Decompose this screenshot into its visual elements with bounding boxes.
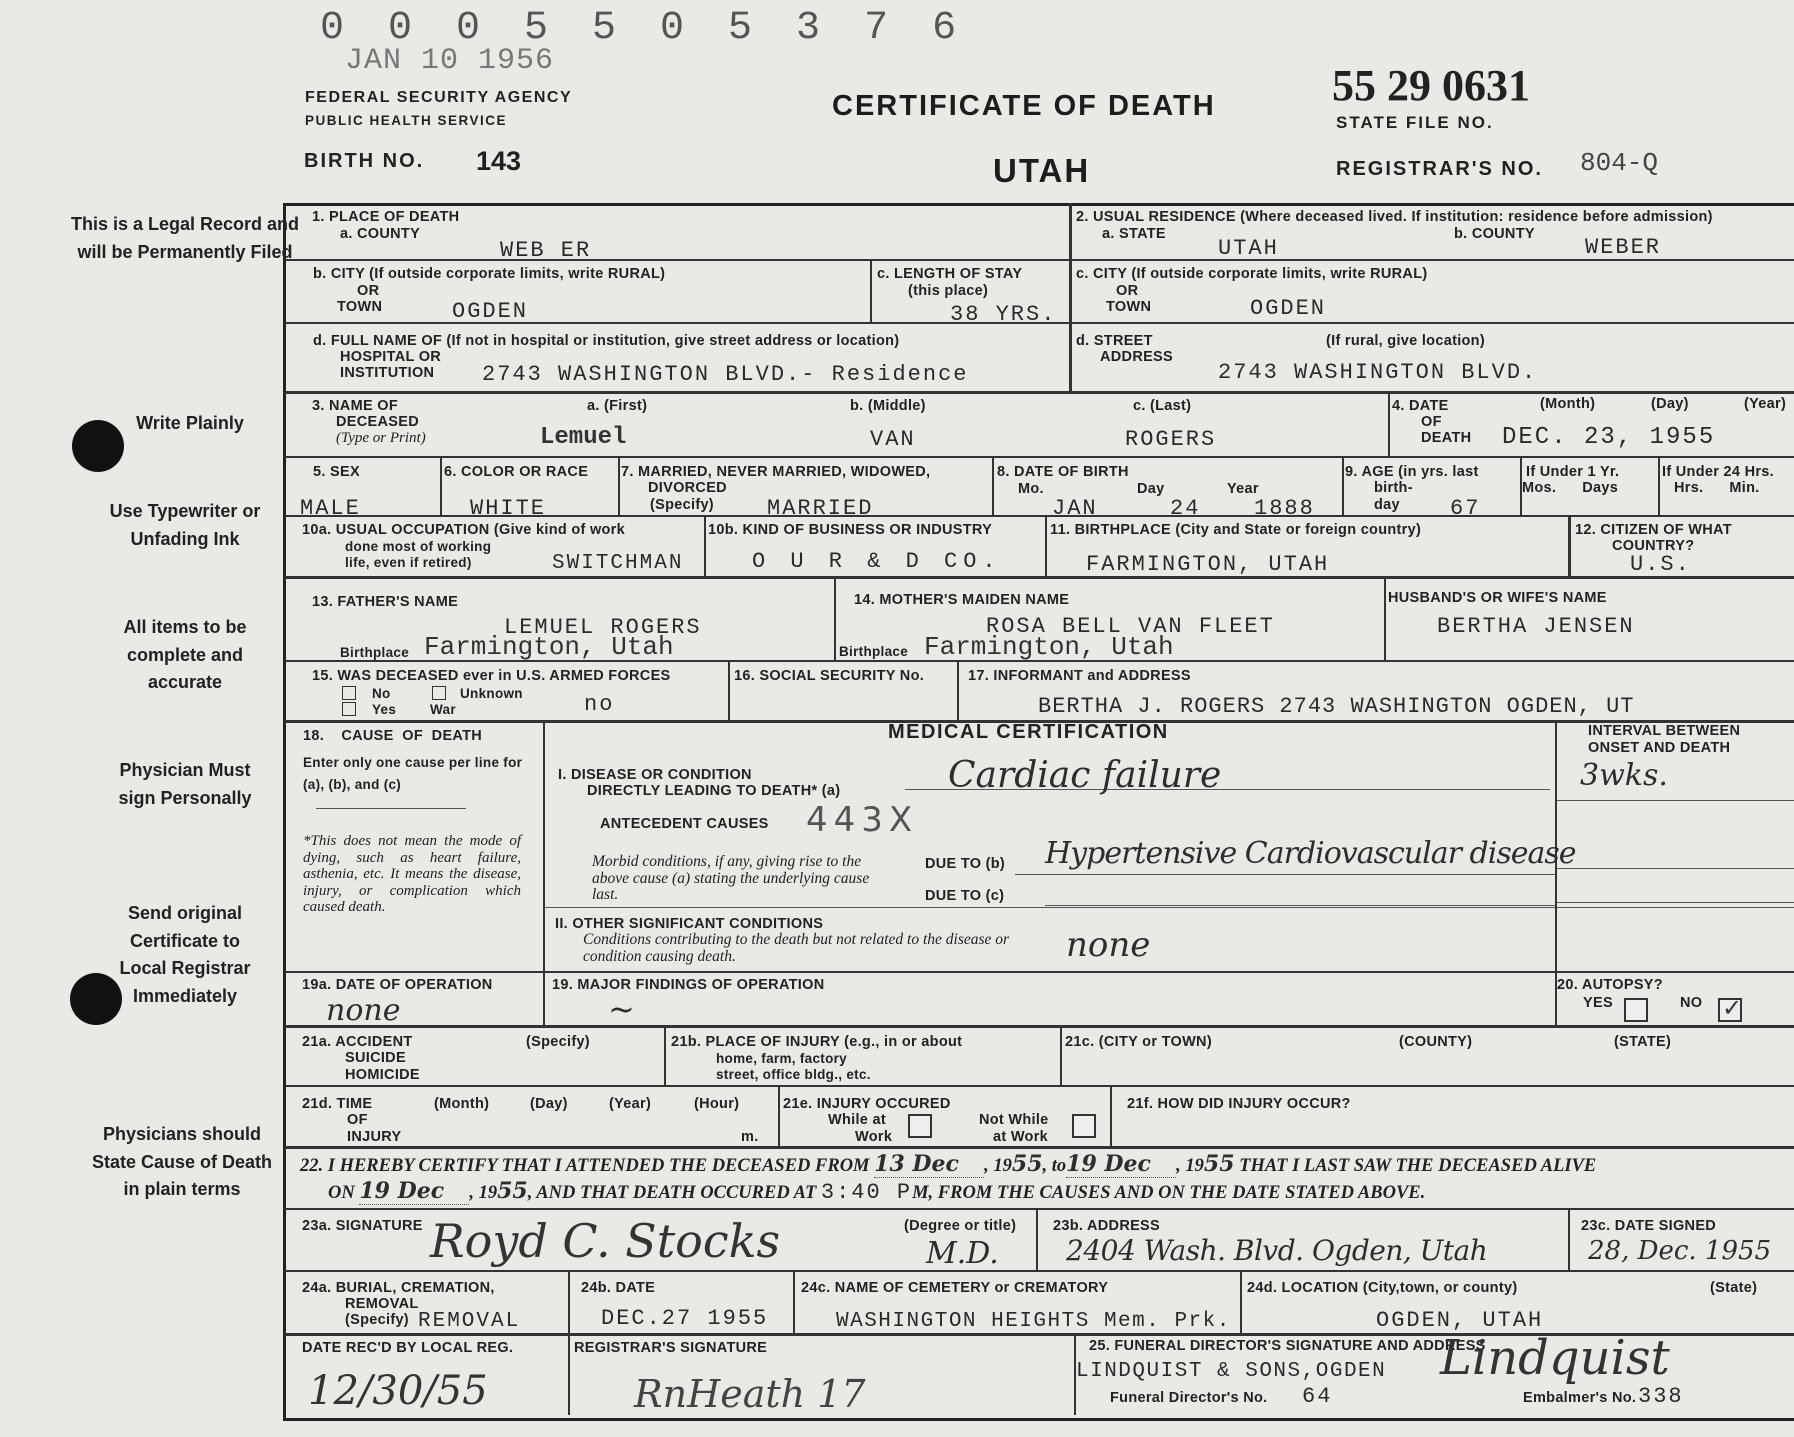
rule: [316, 808, 466, 809]
res-state-label: a. STATE: [1102, 226, 1166, 242]
cert-19-c: , 19: [469, 1183, 498, 1203]
rule: [1556, 800, 1794, 801]
cert-from-year: 55: [1011, 1151, 1043, 1177]
hrs-min-label: Hrs. Min.: [1674, 480, 1760, 496]
age-birth-label: birth-: [1374, 480, 1413, 496]
rule: [1556, 902, 1794, 903]
rule: [1045, 515, 1047, 576]
autopsy-no-label: NO: [1680, 995, 1703, 1011]
cause-label: 18. CAUSE OF DEATH: [303, 728, 483, 744]
place-injury-sub2-label: street, office bldg., etc.: [716, 1067, 871, 1082]
inj-month-label: (Month): [434, 1096, 490, 1112]
birth-no-value: 143: [476, 146, 522, 176]
physician-address: 2404 Wash. Blvd. Ogden, Utah: [1066, 1234, 1488, 1267]
state-file-number: 55 29 0631: [1332, 61, 1530, 110]
embalmer-no-value: 338: [1638, 1384, 1684, 1409]
spouse-value: BERTHA JENSEN: [1437, 614, 1635, 639]
citizen-value: U.S.: [1630, 552, 1691, 577]
burial-specify-label: (Specify): [345, 1312, 409, 1328]
birthplace-label: 11. BIRTHPLACE (City and State or foreign country): [1050, 522, 1422, 538]
hospital-or-label: HOSPITAL OR: [340, 349, 442, 365]
business-value: O U R & D CO.: [752, 549, 1002, 574]
middle-name-value: VAN: [870, 427, 916, 452]
not-while-label: Not While: [979, 1112, 1049, 1128]
mother-label: 14. MOTHER'S MAIDEN NAME: [854, 592, 1070, 608]
rule: [285, 971, 1794, 973]
date-signed-label: 23c. DATE SIGNED: [1581, 1218, 1717, 1234]
rule: [285, 576, 1794, 579]
embalmer-no-label: Embalmer's No.: [1523, 1390, 1637, 1406]
age-value: 67: [1450, 496, 1481, 521]
injury-occured-label: 21e. INJURY OCCURED: [783, 1096, 951, 1112]
homicide-label: HOMICIDE: [345, 1067, 420, 1083]
rule: [568, 1270, 570, 1415]
disease-label: I. DISEASE OR CONDITION: [558, 767, 752, 783]
father-value: LEMUEL ROGERS: [504, 615, 702, 640]
suicide-label: SUICIDE: [345, 1050, 406, 1066]
rule: [543, 720, 545, 1025]
last-label: c. (Last): [1133, 398, 1192, 414]
last-name-value: ROGERS: [1125, 427, 1217, 452]
res-town-label: TOWN: [1106, 299, 1152, 315]
autopsy-label: 20. AUTOPSY?: [1557, 977, 1663, 993]
rule: [285, 1146, 1794, 1149]
rule: [1658, 456, 1660, 515]
funeral-director-no-value: 64: [1302, 1384, 1333, 1409]
medical-cert-label: MEDICAL CERTIFICATION: [888, 721, 1169, 743]
death-day-label: (Day): [1651, 396, 1689, 412]
rule: [728, 660, 730, 720]
sidebar-note-legal-record: This is a Legal Record and will be Permanently Filed: [70, 214, 300, 262]
city-label: b. CITY (If outside corporate limits, write RURAL): [313, 266, 666, 282]
rule: [1036, 1208, 1038, 1270]
rule: [664, 1025, 666, 1085]
rule: [834, 576, 836, 660]
mother-value: ROSA BELL VAN FLEET: [986, 614, 1275, 639]
rule: [1045, 905, 1555, 906]
institution-label: d. FULL NAME OF (If not in hospital or institution, give street address or location): [313, 333, 900, 349]
op-date-label: 19a. DATE OF OPERATION: [302, 977, 493, 993]
armed-no-checkbox[interactable]: [342, 686, 356, 700]
type-print-label: (Type or Print): [336, 430, 426, 446]
date-signed-value: 28, Dec. 1955: [1588, 1236, 1772, 1266]
middle-label: b. (Middle): [850, 398, 926, 414]
morbid-label: Morbid conditions, if any, giving rise to the above cause (a) stating the underlying cause last.: [592, 853, 870, 903]
not-at-work-checkbox[interactable]: [1072, 1114, 1096, 1138]
dob-mo-label: Mo.: [1018, 481, 1044, 497]
sidebar-note-write-plainly: Write Plainly: [136, 413, 244, 433]
res-county-label: b. COUNTY: [1454, 226, 1535, 242]
occupation-value: SWITCHMAN: [552, 552, 684, 575]
funeral-director-value: LINDQUIST & SONS,OGDEN: [1076, 1360, 1387, 1383]
other-conditions-value: none: [1066, 925, 1151, 965]
accident-specify-label: (Specify): [526, 1034, 590, 1050]
sidebar-note-physician: Physician Must sign Personally: [118, 760, 252, 808]
rule: [778, 1085, 780, 1146]
due-c-label: DUE TO (c): [925, 888, 1005, 904]
cert-from-value: 13 Dec: [874, 1151, 984, 1178]
op-findings-value: ~: [608, 990, 635, 1028]
mother-birthplace-label: Birthplace: [839, 644, 909, 659]
sex-value: MALE: [300, 496, 361, 521]
death-month-label: (Month): [1540, 396, 1596, 412]
length-stay-label: c. LENGTH OF STAY: [877, 266, 1023, 282]
informant-value: BERTHA J. ROGERS 2743 WASHINGTON OGDEN, UT: [1038, 694, 1635, 719]
disposition-value: REMOVAL: [418, 1310, 521, 1333]
occupation-label: 10a. USUAL OCCUPATION (Give kind of work: [302, 522, 625, 538]
certification-line-1: [300, 1151, 1596, 1178]
injury-county-label: (COUNTY): [1399, 1034, 1473, 1050]
rule: [1388, 391, 1390, 456]
degree-label: (Degree or title): [904, 1218, 1017, 1234]
rule: [285, 1270, 1794, 1272]
father-birthplace-value: Farmington, Utah: [424, 632, 674, 662]
not-at-work-label: at Work: [993, 1129, 1049, 1145]
dob-day-value: 24: [1170, 496, 1201, 521]
institution-sub-label: INSTITUTION: [340, 365, 435, 381]
marital-label: 7. MARRIED, NEVER MARRIED, WIDOWED,: [621, 464, 931, 480]
inj-hour-label: (Hour): [694, 1096, 740, 1112]
business-label: 10b. KIND OF BUSINESS OR INDUSTRY: [708, 522, 993, 538]
cemetery-value: WASHINGTON HEIGHTS Mem. Prk.: [836, 1310, 1231, 1333]
degree-value: M.D.: [926, 1236, 999, 1271]
burial-state-label: (State): [1710, 1280, 1758, 1296]
while-at-work-checkbox[interactable]: [908, 1114, 932, 1138]
rule: [870, 259, 872, 322]
length-stay-value: 38 YRS.: [950, 302, 1057, 327]
how-injury-label: 21f. HOW DID INJURY OCCUR?: [1127, 1096, 1351, 1112]
marital-value: MARRIED: [767, 496, 874, 521]
rule: [704, 515, 706, 576]
armed-forces-value: no: [584, 692, 615, 717]
other-conditions-sub-label: Conditions contributing to the death but not related to the disease or condition causing death.: [583, 931, 1010, 965]
under1-label: If Under 1 Yr.: [1526, 464, 1620, 480]
injury-state-label: (STATE): [1614, 1034, 1672, 1050]
county-label: a. COUNTY: [340, 226, 421, 242]
received-date-stamp: JAN 10 1956: [345, 44, 555, 78]
rule: [1384, 576, 1386, 660]
specify-label: (Specify): [650, 497, 714, 513]
date-death-label: 4. DATE: [1392, 398, 1449, 414]
race-value: WHITE: [470, 496, 547, 521]
interval-a-value: 3wks.: [1580, 758, 1668, 793]
sidebar-note-cause: Physicians should State Cause of Death in plain terms: [91, 1124, 273, 1199]
date-received-label: DATE REC'D BY LOCAL REG.: [302, 1340, 514, 1356]
interval-label: INTERVAL BETWEEN: [1588, 723, 1741, 739]
age-day-label: day: [1374, 497, 1400, 513]
dob-year-label: Year: [1227, 481, 1259, 497]
burial-label: 24a. BURIAL, CREMATION,: [302, 1280, 495, 1296]
birthplace-value: FARMINGTON, UTAH: [1086, 552, 1330, 577]
rule: [285, 391, 1794, 394]
sidebar-note-send-original: Send original Certificate to Local Registrar Immediately: [119, 903, 251, 1006]
funeral-director-label: 25. FUNERAL DIRECTOR'S SIGNATURE AND ADDRESS: [1089, 1338, 1486, 1354]
cert-19-a: , 19: [984, 1156, 1012, 1176]
rule: [1342, 456, 1344, 515]
dob-mo-value: JAN: [1052, 496, 1098, 521]
res-city-value: OGDEN: [1250, 296, 1327, 321]
rule: [1071, 259, 1794, 261]
city-town-label: TOWN: [337, 299, 383, 315]
mother-birthplace-value: Farmington, Utah: [924, 632, 1174, 662]
cert-last-label: THAT I LAST SAW THE DECEASED ALIVE: [1239, 1156, 1597, 1176]
op-findings-label: 19. MAJOR FINDINGS OF OPERATION: [552, 977, 825, 993]
cert-19-b: , 19: [1176, 1156, 1204, 1176]
first-name-value: Lemuel: [540, 424, 627, 451]
county-value: WEB ER: [500, 238, 592, 263]
removal-label: REMOVAL: [345, 1296, 419, 1312]
armed-yes-checkbox[interactable]: [342, 702, 356, 716]
institution-value: 2743 WASHINGTON BLVD.- Residence: [482, 362, 969, 387]
registrar-no-label: REGISTRAR'S NO.: [1336, 158, 1543, 180]
time-injury-sub-label: INJURY: [347, 1129, 402, 1145]
date-death-of-label: OF: [1421, 414, 1442, 430]
location-value: OGDEN, UTAH: [1376, 1308, 1544, 1333]
cert-occ-label: , AND THAT DEATH OCCURED AT: [527, 1183, 817, 1203]
rule: [1060, 1025, 1062, 1085]
rule: [957, 660, 959, 720]
cert-on-value: 19 Dec: [359, 1178, 469, 1205]
cert-m-label: M, FROM THE CAUSES AND ON THE DATE STATED ABOVE.: [912, 1183, 1426, 1203]
cert-to-year: 55: [1203, 1151, 1235, 1177]
spouse-label: HUSBAND'S OR WIFE'S NAME: [1388, 590, 1607, 606]
armed-no-label: No: [372, 686, 391, 701]
cause-note: *This does not mean the mode of dying, such as heart failure, asthenia, etc. It means the disease, injury, or complication which caused death.: [303, 833, 521, 915]
autopsy-yes-label: YES: [1583, 995, 1613, 1011]
race-label: 6. COLOR OR RACE: [444, 464, 589, 480]
rule: [1556, 868, 1794, 869]
first-label: a. (First): [587, 398, 648, 414]
funeral-director-no-label: Funeral Director's No.: [1110, 1390, 1268, 1406]
onset-label: ONSET AND DEATH: [1588, 740, 1731, 756]
res-or-label: OR: [1116, 283, 1139, 299]
birth-no-label: BIRTH NO.: [304, 150, 425, 172]
sidebar-note-typewriter: Use Typewriter or Unfading Ink: [109, 501, 261, 549]
op-date-value: none: [326, 993, 401, 1028]
rule: [440, 456, 442, 515]
top-serial-number: 0 0 0 5 5 0 5 3 7 6: [320, 6, 967, 51]
time-injury-label: 21d. TIME: [302, 1096, 373, 1112]
place-injury-label: 21b. PLACE OF INJURY (e.g., in or about: [671, 1034, 963, 1050]
physician-signature: Royd C. Stocks: [430, 1214, 781, 1268]
inj-day-label: (Day): [530, 1096, 568, 1112]
armed-war-label: War: [430, 702, 456, 717]
armed-unknown-label: Unknown: [460, 686, 523, 701]
time-of-label: OF: [347, 1112, 368, 1128]
sidebar-note-complete: All items to be complete and accurate: [123, 617, 247, 692]
name-deceased-label: 3. NAME OF: [312, 398, 398, 414]
occupation-sub2-label: life, even if retired): [345, 555, 472, 570]
citizen-label: 12. CITIZEN OF WHAT: [1575, 522, 1732, 538]
age-label: 9. AGE (in yrs. last: [1345, 464, 1479, 480]
divorced-label: DIVORCED: [648, 480, 727, 496]
street-label: d. STREET: [1076, 333, 1153, 349]
res-street-value: 2743 WASHINGTON BLVD.: [1218, 360, 1538, 385]
agency-name: FEDERAL SECURITY AGENCY: [305, 89, 573, 106]
armed-unknown-checkbox[interactable]: [432, 686, 446, 700]
certificate-title: CERTIFICATE OF DEATH: [832, 90, 1216, 122]
inj-m-label: m.: [741, 1129, 759, 1145]
disease-code: 443X: [806, 800, 919, 840]
burial-date-value: DEC.27 1955: [601, 1306, 769, 1331]
date-received-value: 12/30/55: [308, 1368, 488, 1414]
father-label: 13. FATHER'S NAME: [312, 594, 459, 610]
father-birthplace-label: Birthplace: [340, 645, 410, 660]
res-county-value: WEBER: [1585, 235, 1662, 260]
armed-yes-label: Yes: [372, 702, 397, 717]
city-or-label: OR: [357, 283, 380, 299]
dob-year-value: 1888: [1254, 496, 1315, 521]
sex-label: 5. SEX: [313, 464, 360, 480]
death-year-label: (Year): [1744, 396, 1787, 412]
inj-year-label: (Year): [609, 1096, 652, 1112]
dob-day-label: Day: [1137, 481, 1165, 497]
rule: [1568, 1208, 1570, 1270]
rule: [545, 907, 1794, 908]
occupation-sub-label: done most of working: [345, 539, 492, 554]
antecedent-label: ANTECEDENT CAUSES: [600, 816, 769, 832]
cause-a-value: Cardiac failure: [948, 755, 1222, 796]
cause-b-value: Hypertensive Cardiovascular disease: [1045, 836, 1576, 871]
cert-to-label: , to: [1042, 1156, 1067, 1176]
cert-time-value: 3:40 P: [820, 1180, 913, 1205]
rule: [1568, 515, 1570, 576]
place-injury-sub-label: home, farm, factory: [716, 1051, 847, 1066]
rule: [793, 1270, 795, 1333]
if-rural-label: (If rural, give location): [1326, 333, 1485, 349]
res-city-label: c. CITY (If outside corporate limits, write RURAL): [1076, 266, 1428, 282]
cert-text-a: 22. I HEREBY CERTIFY THAT I ATTENDED THE DECEASED FROM: [300, 1156, 870, 1176]
other-conditions-label: II. OTHER SIGNIFICANT CONDITIONS: [555, 916, 824, 932]
service-name: PUBLIC HEALTH SERVICE: [305, 113, 508, 128]
cause-sub-label: Enter only one cause per line for (a), (b), and (c): [303, 755, 523, 792]
rule: [285, 259, 1069, 261]
while-at-label: While at: [828, 1112, 886, 1128]
country-label: COUNTRY?: [1612, 538, 1695, 554]
autopsy-yes-checkbox[interactable]: [1624, 998, 1648, 1022]
registrar-signature: RnHeath 17: [634, 1372, 866, 1416]
signature-label: 23a. SIGNATURE: [302, 1218, 423, 1234]
registrar-signature-label: REGISTRAR'S SIGNATURE: [574, 1340, 768, 1356]
deceased-label: DECEASED: [336, 414, 419, 430]
rule: [992, 456, 994, 515]
state-file-label: STATE FILE NO.: [1336, 113, 1494, 132]
this-place-label: (this place): [908, 283, 989, 299]
death-date-value: DEC. 23, 1955: [1502, 424, 1716, 451]
rule: [285, 456, 1794, 458]
date-death-death-label: DEATH: [1421, 430, 1472, 446]
cert-on-year: 55: [497, 1178, 528, 1204]
usual-residence-label: 2. USUAL RESIDENCE (Where deceased lived. If institution: residence before admission): [1076, 209, 1713, 225]
rule: [1240, 1270, 1242, 1333]
rule: [285, 1025, 1794, 1028]
address-23b-label: 23b. ADDRESS: [1053, 1218, 1161, 1234]
rule: [618, 456, 620, 515]
city-value: OGDEN: [452, 299, 529, 324]
due-b-label: DUE TO (b): [925, 856, 1006, 872]
disease-sub-label: DIRECTLY LEADING TO DEATH* (a): [587, 783, 841, 799]
informant-label: 17. INFORMANT and ADDRESS: [968, 668, 1191, 684]
rule: [285, 1085, 1794, 1087]
cert-to-value: 19 Dec: [1066, 1151, 1176, 1178]
ssn-label: 16. SOCIAL SECURITY No.: [734, 668, 925, 684]
address-label: ADDRESS: [1100, 349, 1173, 365]
cert-on-label: ON: [328, 1183, 355, 1203]
mos-days-label: Mos. Days: [1522, 480, 1619, 496]
accident-label: 21a. ACCIDENT: [302, 1034, 413, 1050]
autopsy-no-check-mark: ✓: [1722, 995, 1743, 1022]
dob-label: 8. DATE OF BIRTH: [997, 464, 1129, 480]
place-of-death-label: 1. PLACE OF DEATH: [312, 209, 460, 225]
certification-line-2: [328, 1178, 1425, 1205]
injury-city-label: 21c. (CITY or TOWN): [1065, 1034, 1212, 1050]
rule: [1015, 874, 1555, 875]
state-title: UTAH: [993, 152, 1091, 189]
burial-date-label: 24b. DATE: [581, 1280, 656, 1296]
registrar-no-value: 804-Q: [1580, 148, 1659, 178]
cemetery-label: 24c. NAME OF CEMETERY or CREMATORY: [801, 1280, 1109, 1296]
armed-forces-label: 15. WAS DECEASED ever in U.S. ARMED FORCES: [312, 668, 671, 684]
under24-label: If Under 24 Hrs.: [1662, 464, 1774, 480]
location-label: 24d. LOCATION (City,town, or county): [1247, 1280, 1518, 1296]
funeral-director-signature: Lindquist: [1440, 1330, 1670, 1386]
rule: [1110, 1085, 1112, 1146]
hole-punch-bottom: [70, 973, 122, 1025]
rule: [1069, 203, 1072, 391]
while-work-label: Work: [855, 1129, 893, 1145]
res-state-value: UTAH: [1218, 236, 1279, 261]
